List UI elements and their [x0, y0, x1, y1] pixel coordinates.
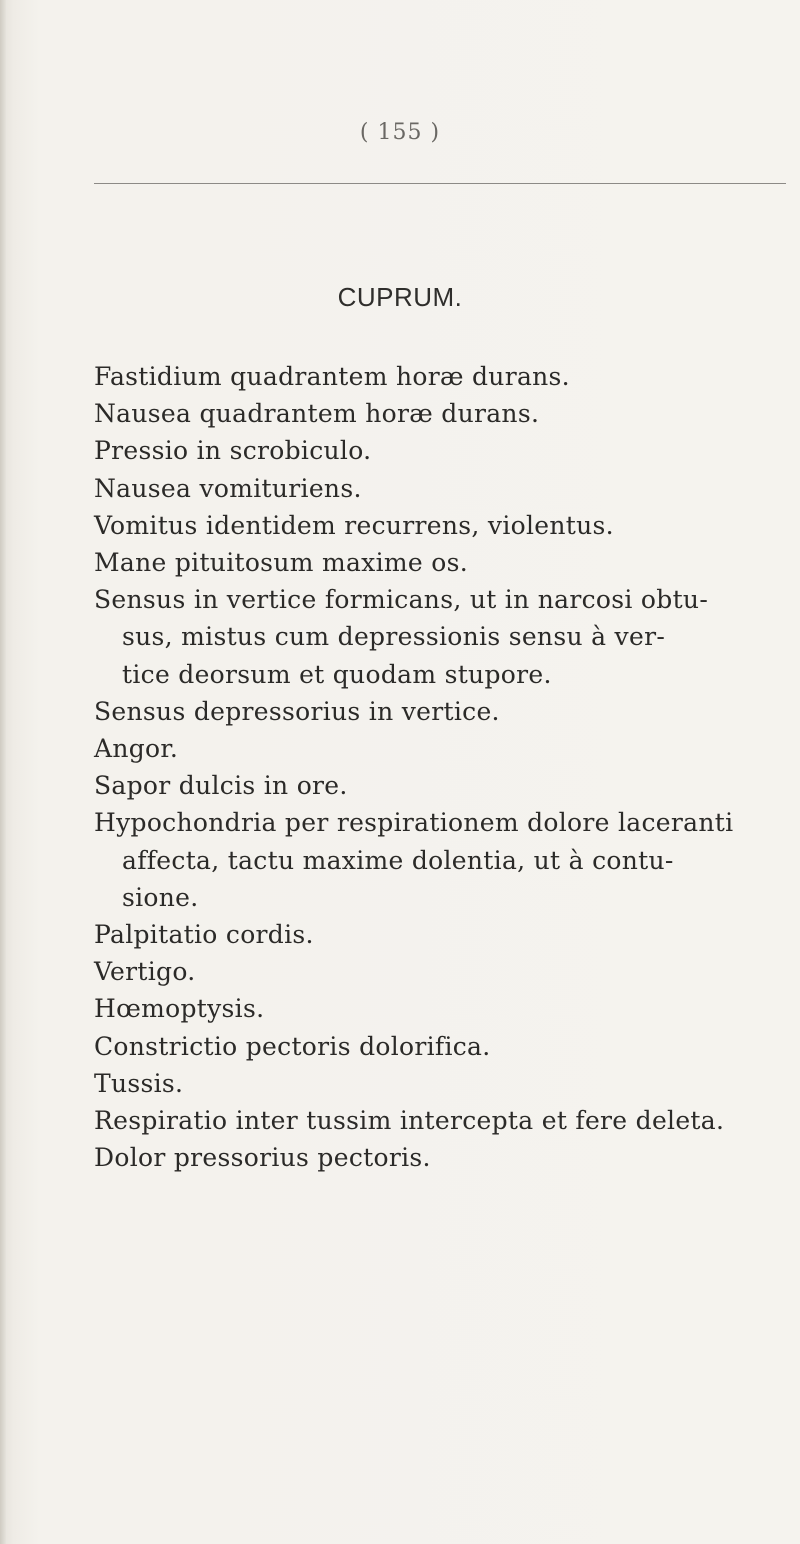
header-rule	[94, 183, 786, 184]
symptom-entry: Sapor dulcis in ore.	[94, 771, 348, 801]
symptom-entry: Pressio in scrobiculo.	[94, 436, 372, 466]
symptom-entry: Fastidium quadrantem horæ durans.	[94, 362, 570, 391]
page-number: ( 155 )	[359, 120, 441, 145]
symptom-entry: Hœmoptysis.	[94, 994, 265, 1024]
symptom-entry: Respiratio inter tussim intercepta et fere deleta.	[94, 1106, 725, 1136]
symptom-entry: Vomitus identidem recurrens, violentus.	[94, 510, 614, 540]
section-title: CUPRUM.	[337, 282, 463, 312]
binding-edge	[0, 0, 6, 1544]
symptom-entry: Tussis.	[94, 1068, 184, 1098]
symptom-entry: Nausea vomituriens.	[94, 473, 362, 503]
symptom-list	[94, 358, 784, 1176]
symptom-entry: Mane pituitosum maxime os.	[94, 548, 468, 578]
symptom-entry: Constrictio pectoris dolorifica.	[94, 1031, 491, 1061]
symptom-entry: Hypochondria per respirationem dolore laceranti affecta, tactu maxime dolentia, ut à contu- sione.	[94, 808, 734, 912]
symptom-entry: Vertigo.	[94, 957, 196, 987]
symptom-entry: Palpitatio cordis.	[94, 920, 314, 950]
symptom-entry: Sensus in vertice formicans, ut in narcosi obtu- sus, mistus cum depressionis sensu à ver- tice deorsum et quodam stupore.	[94, 585, 709, 689]
symptom-entry: Sensus depressorius in vertice.	[94, 696, 500, 726]
symptom-entry: Nausea quadrantem horæ durans.	[94, 399, 540, 429]
symptom-entry: Angor.	[94, 734, 179, 764]
symptom-entry: Dolor pressorius pectoris.	[94, 1143, 431, 1173]
